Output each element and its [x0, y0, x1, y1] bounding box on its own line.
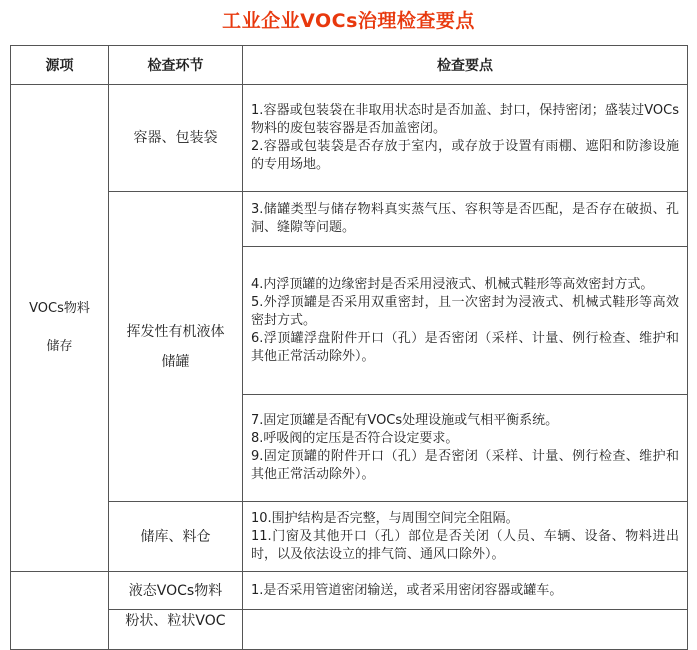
points-cell	[243, 192, 688, 247]
stage-cell	[109, 85, 243, 192]
stage-label: 液态VOCs物料	[128, 582, 223, 599]
inspection-table	[10, 45, 688, 650]
stage-cell	[109, 572, 243, 610]
check-point: 8.呼吸阀的定压是否符合设定要求。	[251, 431, 459, 446]
table-row	[11, 502, 688, 572]
header-points: 检查要点	[243, 46, 688, 85]
stage-label: 挥发性有机液体	[126, 323, 225, 340]
check-point: 3.储罐类型与储存物料真实蒸气压、容积等是否匹配，是否存在破损、孔洞、缝隙等问题。	[251, 202, 679, 235]
header-source: 源项	[11, 46, 109, 85]
check-point: 5.外浮顶罐是否采用双重密封，且一次密封为浸液式、机械式鞋形等高效密封方式。	[251, 294, 679, 328]
check-point: 2.容器或包装袋是否存放于室内，或存放于设置有雨棚、遮阳和防渗设施的专用场地。	[251, 139, 679, 172]
stage-cell	[109, 502, 243, 572]
check-point: 6.浮顶罐浮盘附件开口（孔）是否密闭（采样、计量、例行检查、维护和其他正常活动除外）。	[251, 330, 679, 364]
points-cell	[243, 395, 688, 502]
stage-label: 储罐	[161, 353, 190, 370]
points-cell	[243, 247, 688, 395]
table-row	[11, 85, 688, 192]
check-point: 1.是否采用管道密闭输送，或者采用密闭容器或罐车。	[251, 582, 563, 598]
check-point: 1.容器或包装袋在非取用状态时是否加盖、封口，保持密闭；盛装过VOCs物料的废包装容器是否加盖密闭。	[251, 103, 679, 136]
document-title: 工业企业VOCs治理检查要点	[222, 10, 475, 32]
category-cell	[11, 85, 109, 572]
check-point: 11.门窗及其他开口（孔）部位是否关闭（人员、车辆、设备、物料进出时，以及依法设立的排气筒、通风口除外）。	[251, 528, 679, 562]
header-stage: 检查环节	[109, 46, 243, 85]
table-row	[11, 192, 688, 247]
table-row	[11, 610, 688, 650]
table-row	[11, 572, 688, 610]
check-point: 7.固定顶罐是否配有VOCs处理设施或气相平衡系统。	[251, 413, 559, 428]
check-point: 4.内浮顶罐的边缘密封是否采用浸液式、机械式鞋形等高效密封方式。	[251, 276, 654, 292]
points-cell	[243, 85, 688, 192]
points-cell	[243, 610, 688, 650]
stage-cell	[109, 610, 243, 650]
stage-label: 储库、料仓	[140, 528, 211, 545]
points-cell	[243, 502, 688, 572]
check-point: 10.围护结构是否完整，与周围空间完全阻隔。	[251, 510, 519, 526]
category-label: 储存	[46, 339, 73, 354]
stage-label: 粉状、粒状VOC	[125, 613, 226, 629]
header-row	[11, 46, 688, 85]
category-cell	[11, 572, 109, 650]
category-label: VOCs物料	[29, 301, 90, 316]
check-point: 9.固定顶罐的附件开口（孔）是否密闭（采样、计量、例行检查、维护和其他正常活动除外）。	[251, 449, 679, 482]
points-cell	[243, 572, 688, 610]
stage-cell	[109, 192, 243, 502]
stage-label: 容器、包装袋	[133, 130, 218, 146]
